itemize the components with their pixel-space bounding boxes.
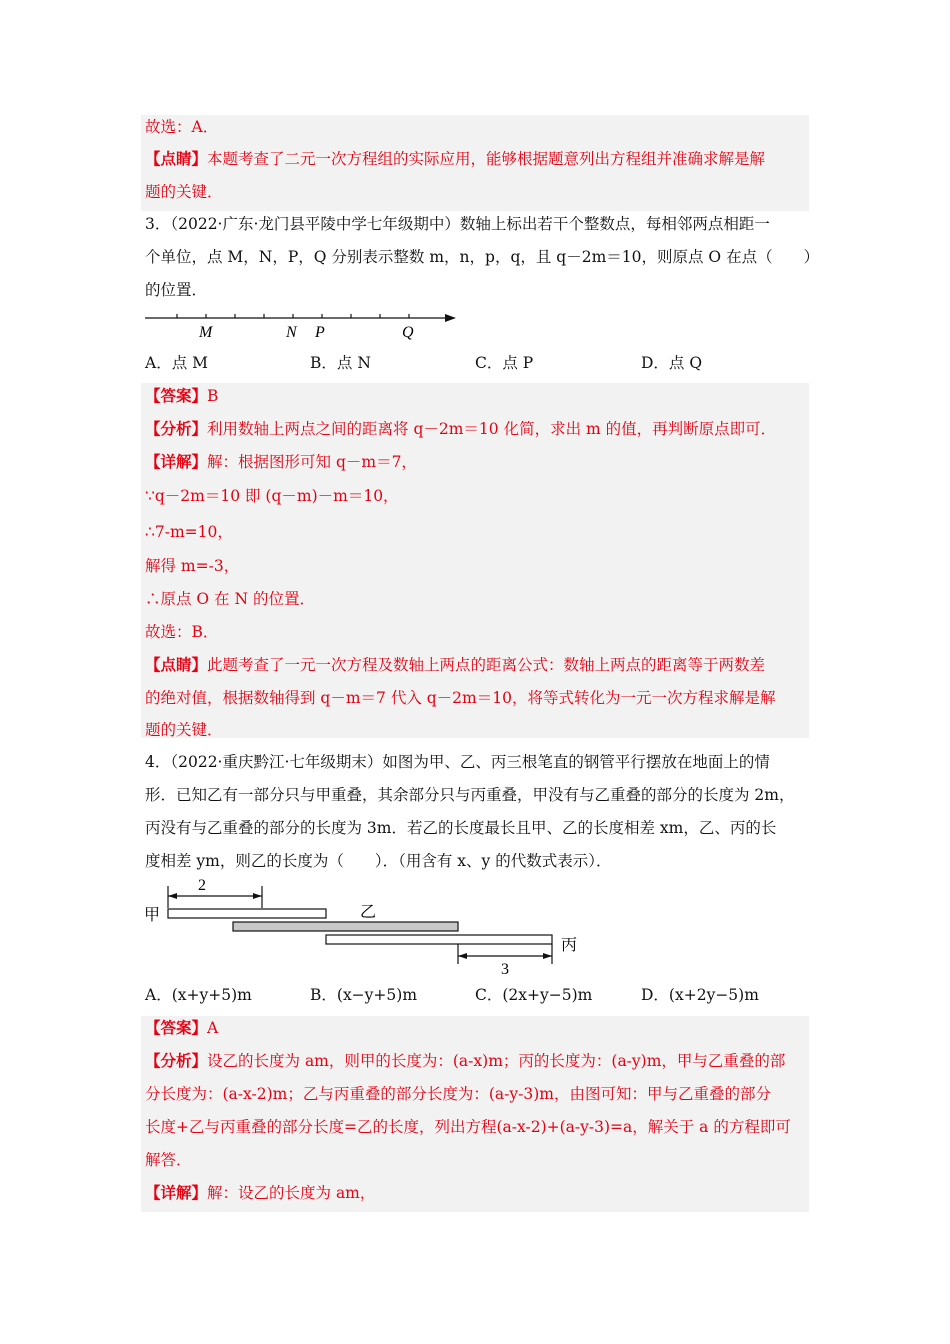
- q3-analysis-text: 利用数轴上两点之间的距离将 q－2m＝10 化简，求出 m 的值，再判断原点即可．: [207, 420, 777, 438]
- q4-analysis-line-4: 解答．: [145, 1151, 192, 1169]
- q4-stem-line-4: 度相差 ym，则乙的长度为（ ）．（用含有 x、y 的代数式表示）．: [145, 852, 612, 870]
- arrow-right-icon: [543, 953, 552, 959]
- q4-option-d: D．(x+2y−5)m: [641, 986, 759, 1004]
- detail-tag: 【详解】: [145, 1183, 208, 1202]
- arrow-right-icon: [253, 893, 262, 899]
- q3-comment-line-3: 题的关键．: [145, 721, 223, 739]
- answer-tag: 【答案】: [145, 1018, 208, 1037]
- q3-stem-line-2: 个单位，点 M，N，P，Q 分别表示整数 m，n，p，q，且 q－2m＝10，则原点 O 在点（ ）: [145, 248, 820, 266]
- q3-option-d: D．点 Q: [641, 354, 703, 372]
- q3-analysis-line: [145, 419, 776, 439]
- q4-analysis-line-1: [145, 1051, 785, 1071]
- q4-stem-line-1: 4．（2022·重庆黔江·七年级期末）如图为甲、乙、丙三根笔直的钢管平行摆放在地面上的情: [145, 753, 770, 771]
- q4-analysis-text-1: 设乙的长度为 am，则甲的长度为：(a-x)m；丙的长度为：(a-y)m，甲与乙重叠的部: [207, 1052, 786, 1070]
- q4-stem-line-2: 形．已知乙有一部分只与甲重叠，其余部分只与丙重叠，甲没有与乙重叠的部分的长度为 2m，: [145, 786, 795, 804]
- pipe-label-jia: 甲: [144, 905, 161, 924]
- q3-choose-line: 故选：B．: [145, 623, 219, 641]
- answer-tag: 【答案】: [145, 386, 208, 405]
- q3-number-line-figure: [140, 302, 470, 346]
- q3-option-a: A．点 M: [145, 354, 208, 372]
- analysis-tag: 【分析】: [145, 419, 208, 438]
- q4-detail-line-1: [145, 1183, 375, 1203]
- arrow-left-icon: [168, 893, 177, 899]
- q4-analysis-line-2: 分长度为：(a-x-2)m；乙与丙重叠的部分长度为：(a-y-3)m，由图可知：甲与乙重叠的部分: [145, 1085, 771, 1103]
- q4-answer-value: A: [207, 1019, 219, 1037]
- q4-analysis-line-3: 长度+乙与丙重叠的部分长度=乙的长度，列出方程(a-x-2)+(a-y-3)=a，解关于 a 的方程即可: [145, 1118, 791, 1136]
- q4-answer-line: [145, 1018, 218, 1038]
- comment-tag: 【点睛】: [145, 149, 208, 168]
- q3-option-b: B．点 N: [310, 354, 371, 372]
- detail-tag: 【详解】: [145, 452, 208, 471]
- prev-choose-line: 故选：A．: [145, 118, 219, 136]
- q3-comment-line-2: 的绝对值，根据数轴得到 q－m＝7 代入 q－2m＝10，将等式转化为一元一次方程求解是解: [145, 689, 776, 707]
- dimension-label-2: 2: [198, 877, 206, 894]
- q3-detail-line-4: 解得 m=-3，: [145, 557, 240, 575]
- dimension-label-3: 3: [501, 961, 509, 978]
- q3-detail-line-1: [145, 452, 417, 472]
- q4-steel-pipes-figure: [140, 876, 600, 980]
- q3-detail-text-1: 解：根据图形可知 q－m＝7，: [207, 453, 417, 471]
- q3-detail-line-3: ∴7-m=10，: [145, 523, 233, 541]
- analysis-tag: 【分析】: [145, 1051, 208, 1070]
- q4-detail-text-1: 解：设乙的长度为 am，: [207, 1184, 376, 1202]
- pipe-label-yi: 乙: [360, 902, 377, 921]
- axis-label-p: P: [315, 324, 325, 341]
- comment-tag: 【点睛】: [145, 655, 208, 674]
- pipe-label-bing: 丙: [561, 935, 578, 954]
- arrow-left-icon: [458, 953, 467, 959]
- q3-detail-line-2: ∵q－2m＝10 即 (q－m)－m＝10，: [145, 487, 399, 505]
- q3-option-c: C．点 P: [475, 354, 534, 372]
- q4-option-b: B．(x−y+5)m: [310, 986, 418, 1004]
- q4-option-a: A．(x+y+5)m: [145, 986, 252, 1004]
- prev-comment-line-1: [145, 149, 765, 169]
- axis-label-m: M: [199, 324, 213, 341]
- pipe-bing: [326, 935, 552, 944]
- q3-answer-line: [145, 386, 218, 406]
- q3-stem-line-1: 3．（2022·广东·龙门县平陵中学七年级期中）数轴上标出若干个整数点，每相邻两点相距一: [145, 215, 770, 233]
- q3-detail-line-5: ∴原点 O 在 N 的位置．: [145, 590, 315, 608]
- prev-comment-text-1: 本题考查了二元一次方程组的实际应用，能够根据题意列出方程组并准确求解是解: [207, 150, 766, 168]
- axis-label-n: N: [286, 324, 297, 341]
- q3-stem-line-3: 的位置．: [145, 281, 208, 299]
- q4-stem-line-3: 丙没有与乙重叠的部分的长度为 3m．若乙的长度最长且甲、乙的长度相差 xm，乙、丙的长: [145, 819, 777, 837]
- number-line-arrow-icon: [445, 314, 456, 322]
- pipe-jia: [168, 909, 326, 918]
- pipe-yi: [233, 922, 458, 931]
- q3-comment-line-1: [145, 655, 765, 675]
- q3-answer-value: B: [207, 387, 219, 405]
- axis-label-q: Q: [402, 324, 414, 341]
- q3-comment-text-1: 此题考查了一元一次方程及数轴上两点的距离公式：数轴上两点的距离等于两数差: [207, 656, 766, 674]
- prev-comment-line-2: 题的关键．: [145, 183, 223, 201]
- q4-option-c: C．(2x+y−5)m: [475, 986, 593, 1004]
